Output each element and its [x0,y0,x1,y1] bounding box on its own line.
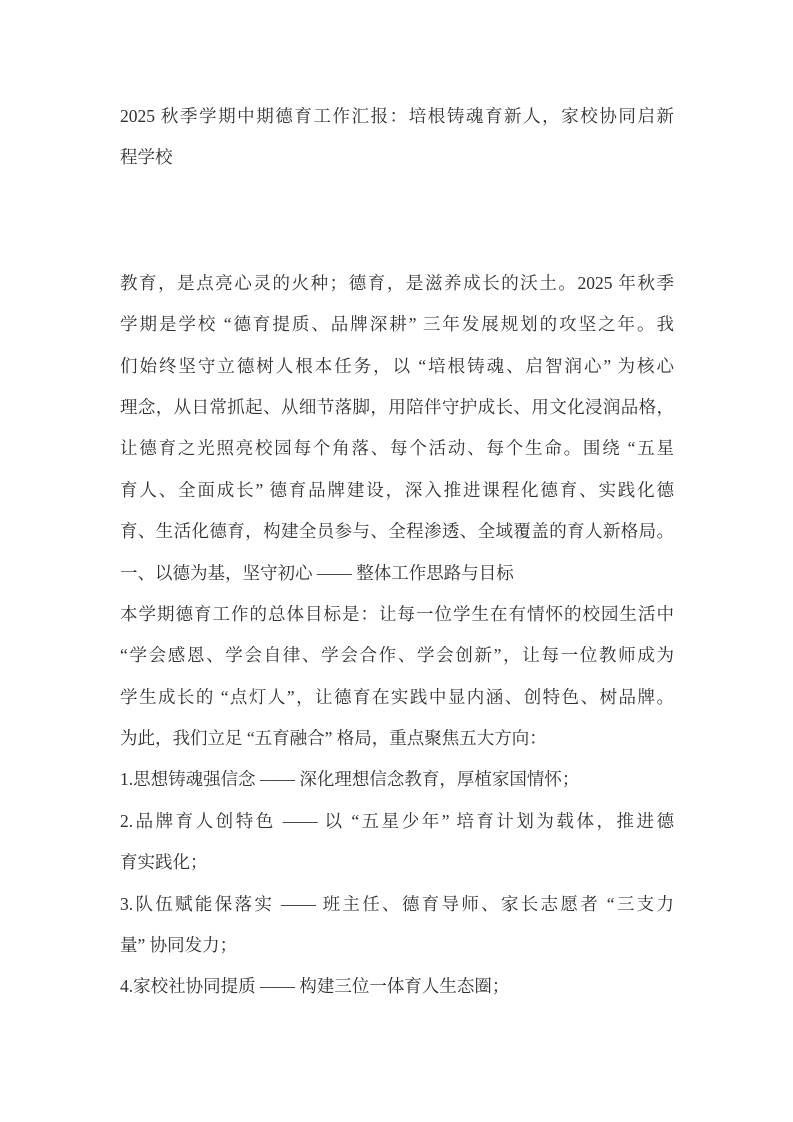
intro-paragraph-line-6: 育人、全面成长” 德育品牌建设，深入推进课程化德育、实践化德 [120,479,674,500]
goals-paragraph-line-3: 学生成长的 “点灯人”，让德育在实践中显内涵、创特色、树品牌。 [120,686,674,707]
intro-paragraph-line-2: 学期是学校 “德育提质、品牌深耕” 三年发展规划的攻坚之年。我 [120,314,674,335]
direction-item-3 [120,884,674,967]
document-title-line-2: 程学校 [120,147,173,168]
intro-paragraph-line-5: 让德育之光照亮校园每个角落、每个活动、每个生命。围绕 “五星 [120,438,674,459]
section-heading-1 [120,553,674,594]
intro-paragraph [120,263,674,553]
intro-paragraph-line-4: 理念，从日常抓起、从细节落脚，用陪伴守护成长、用文化浸润品格， [120,396,674,417]
goals-paragraph [120,594,674,760]
direction-item-3-line-1: 3.队伍赋能保落实 —— 班主任、德育导师、家长志愿者 “三支力 [120,893,674,914]
intro-paragraph-line-7: 育、生活化德育，构建全员参与、全程渗透、全域覆盖的育人新格局。 [120,521,674,542]
direction-item-4 [120,966,674,1007]
document-title-line-1: 2025 秋季学期中期德育工作汇报：培根铸魂育新人，家校协同启新 [120,106,674,126]
direction-item-1-line-1: 1.思想铸魂强信念 —— 深化理想信念教育，厚植家国情怀； [120,769,580,790]
goals-paragraph-line-2: “学会感恩、学会自律、学会合作、学会创新”，让每一位教师成为 [120,645,674,666]
intro-paragraph-line-3: 们始终坚守立德树人根本任务，以 “培根铸魂、启智润心” 为核心 [120,355,674,376]
direction-item-2-line-1: 2.品牌育人创特色 —— 以 “五星少年” 培育计划为载体，推进德 [120,810,674,831]
document-content [120,96,674,1008]
document-title [120,96,674,179]
direction-item-4-line-1: 4.家校社协同提质 —— 构建三位一体育人生态圈； [120,976,510,997]
direction-item-2-line-2: 育实践化； [120,852,208,873]
direction-item-3-line-2: 量” 协同发力； [120,935,238,956]
goals-paragraph-line-4: 为此，我们立足 “五育融合” 格局，重点聚焦五大方向： [120,728,547,749]
direction-item-1 [120,759,674,800]
direction-item-2 [120,801,674,884]
goals-paragraph-line-1: 本学期德育工作的总体目标是：让每一位学生在有情怀的校园生活中 [120,603,674,624]
section-heading-1-line-1: 一、以德为基，坚守初心 —— 整体工作思路与目标 [120,562,514,583]
intro-paragraph-line-1: 教育，是点亮心灵的火种；德育，是滋养成长的沃土。2025 年秋季 [120,272,674,293]
